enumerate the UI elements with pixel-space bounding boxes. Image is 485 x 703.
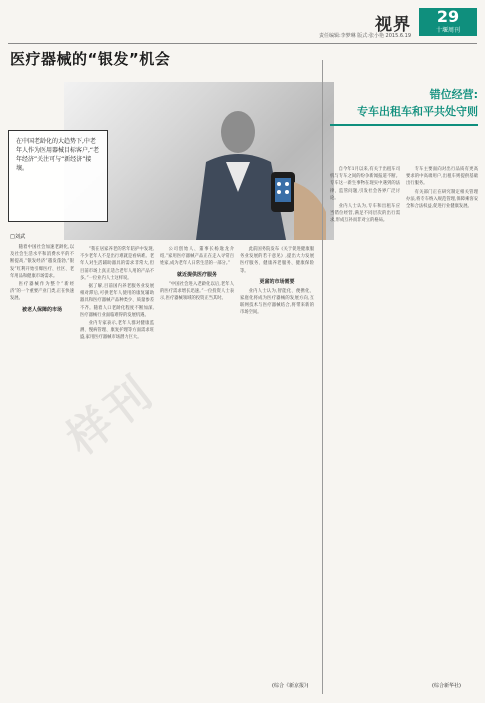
column-divider xyxy=(322,60,323,694)
paragraph: “中国社会进入老龄化以后,老年人的医疗需求增长迅速。”一位投资人士表示,医疗器械领域的投资正当其时。 xyxy=(160,281,234,302)
article-title: 医疗器械的“银发”机会 xyxy=(10,50,171,68)
subheading: 被老人保障的市场 xyxy=(21,306,62,313)
elderly-man-image xyxy=(176,102,326,240)
paragraph: 此前国务院发布《关于促进健康服务业发展的若干意见》,提出大力发展医疗服务、健康养老服务、健康保险等。 xyxy=(240,247,314,274)
page-number: 29 xyxy=(436,7,460,26)
page-number-badge xyxy=(419,8,477,36)
side-title-rule xyxy=(330,124,478,126)
paragraph: 业内专家表示,老年人群对健康监测、慢病管理、康复护理等方面需求旺盛,家用医疗器械市场潜力巨大。 xyxy=(80,321,154,341)
article-column-4 xyxy=(240,246,314,694)
photo-caption: 在中国老龄化的大趋势下,中老年人作为医用器械目标客户,“老年经济”关注可与“新经济”接壤。 xyxy=(8,130,108,222)
side-article-title xyxy=(330,86,478,120)
side-column-2 xyxy=(406,166,478,694)
article-column-1 xyxy=(10,232,74,694)
paragraph: 专车主要面向对出行品质有更高要求的中高端用户,出租车则提供基础出行服务。 xyxy=(406,167,478,187)
paragraph: 有关部门正在研究制定相关管理办法,将专车纳入规范管理,保障乘客安全和合法权益,促进行业健康发展。 xyxy=(406,189,478,210)
paragraph: 业内人士认为,智能化、便携化、家庭化将成为医疗器械的发展方向,互联网技术与医疗器械结合,将带来新的市场空间。 xyxy=(240,288,314,316)
side-title-line-1: 错位经营: xyxy=(429,88,478,101)
article-column-2 xyxy=(80,246,154,694)
paragraph: 医疗器械作为整个“新经济”的一个重要产业门类,正在快速发展。 xyxy=(10,282,74,302)
side-column-1 xyxy=(330,166,400,694)
paragraph: 自今年1月以来,有关于出租车司机与专车之间的纷争新闻报道不断。专车这一新生事物在现实中遇到的法律、监管问题,引发社会各界广泛讨论。 xyxy=(330,167,400,201)
paragraph: 公司创始人、董事长杨逸龙介绍,“家用医疗器械产品正在走入寻常百姓家,成为老年人日常生活的一部分。” xyxy=(160,247,234,267)
paragraph: “我在居家养老的常年陪护中发现,不少老年人不是出行难就是看病难。老年人对生活辅助器具的需求非常大,但目前市场上真正适合老年人用的产品不多。”一位业内人士这样说。 xyxy=(80,247,154,281)
article-author: □刘武 xyxy=(10,234,26,240)
page-header xyxy=(8,6,477,44)
section-name: 视界 xyxy=(375,15,411,35)
side-article-source: (综合新华社) xyxy=(432,683,461,689)
watermark: 样刊 xyxy=(57,365,165,466)
article-column-3 xyxy=(160,246,234,694)
subheading: 就近提供医疗服务 xyxy=(176,271,217,278)
paragraph: 随着中国社会加速老龄化,以及社会生活水平和消费水平的不断提高,“银发经济”越发蓬勃,“银发”红利开始引爆医疗、社区、老年用品和健康市场需求。 xyxy=(10,245,74,279)
editor-credits: 责任编辑:李梦琳 版式:张小艳 2015.6.19 xyxy=(319,33,411,39)
article-source: (综合《新京报》) xyxy=(272,683,309,689)
paragraph: 业内人士认为,专车和出租车应当错位经营,满足不同层次的出行需求,形成互补而非对立的格局。 xyxy=(330,204,400,224)
subheading: 更富的市场需要 xyxy=(259,278,295,285)
publication-name: 十堰周刊 xyxy=(435,27,460,34)
side-title-line-2: 专车出租车和平共处守则 xyxy=(357,105,478,118)
paragraph: 据了解,目前国内养老服务业发展相对滞后,可供老年人使用的康复辅助器具和医疗器械产品种类少、质量参差不齐。随着人口老龄化程度不断加深,医疗器械行业面临难得的发展机遇。 xyxy=(80,284,154,318)
